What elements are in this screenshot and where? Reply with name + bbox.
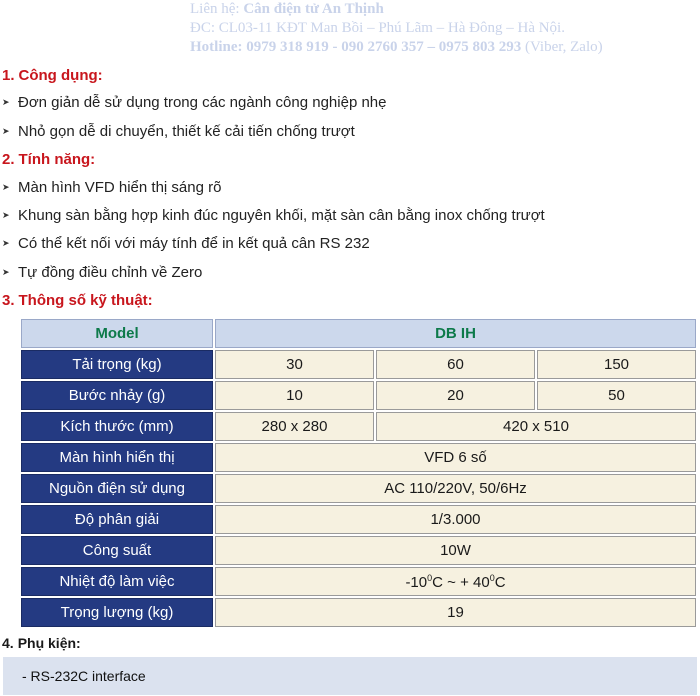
table-row (21, 319, 696, 348)
table-row (21, 412, 696, 441)
section-specs-title: 3. Thông số kỹ thuật: (2, 292, 153, 309)
capacity-label: Tải trọng (kg) (21, 350, 213, 379)
list-item: ➤ Khung sàn bằng hợp kinh đúc nguyên khối, mặt sàn cân bằng inox chống trượt (2, 207, 545, 224)
division-value: 20 (376, 381, 535, 410)
weight-value: 19 (215, 598, 696, 627)
division-value: 50 (537, 381, 696, 410)
power-value: AC 110/220V, 50/6Hz (215, 474, 696, 503)
temp-value: $-10^0C$ ~ + $40^0C$ (215, 567, 696, 596)
contact-line: Liên hệ: Cân điện tử An Thịnh (190, 1, 384, 17)
table-row (21, 567, 696, 596)
hotline-line: Hotline: 0979 318 919 - 090 2760 357 – 0975 803 293 (Viber, Zalo) (190, 39, 603, 55)
list-item: ➤ Nhỏ gọn dễ di chuyển, thiết kế cải tiến chống trượt (2, 123, 355, 140)
resolution-label: Độ phân giải (21, 505, 213, 534)
table-row (21, 505, 696, 534)
size-value: 280 x 280 (215, 412, 374, 441)
capacity-value: 60 (376, 350, 535, 379)
capacity-value: 30 (215, 350, 374, 379)
accessory-item: - RS-232C interface (22, 668, 146, 684)
chevron-right-icon: ➤ (2, 182, 10, 192)
display-value: VFD 6 số (215, 443, 696, 472)
wattage-value: 10W (215, 536, 696, 565)
table-row (21, 350, 696, 379)
section-features-title: 2. Tính năng: (2, 151, 96, 168)
model-label: Model (21, 319, 213, 348)
spec-table (19, 317, 698, 629)
address-line: ĐC: CL03-11 KĐT Man Bồi – Phú Lãm – Hà Đông – Hà Nội. (190, 20, 565, 36)
wattage-label: Công suất (21, 536, 213, 565)
list-item: ➤ Màn hình VFD hiển thị sáng rõ (2, 179, 222, 196)
chevron-right-icon: ➤ (2, 210, 10, 220)
display-label: Màn hình hiển thị (21, 443, 213, 472)
table-row (21, 536, 696, 565)
hotline-numbers: 0979 318 919 - 090 2760 357 – 0975 803 293 (246, 39, 522, 55)
table-row (21, 474, 696, 503)
chevron-right-icon: ➤ (2, 97, 10, 107)
model-value: DB IH (215, 319, 696, 348)
chevron-right-icon: ➤ (2, 267, 10, 277)
chevron-right-icon: ➤ (2, 126, 10, 136)
size-value: 420 x 510 (376, 412, 696, 441)
temp-label: Nhiệt độ làm việc (21, 567, 213, 596)
list-item: ➤ Có thể kết nối với máy tính để in kết quả cân RS 232 (2, 235, 370, 252)
division-label: Bước nhảy (g) (21, 381, 213, 410)
company-name: Cân điện tử An Thịnh (243, 1, 384, 17)
table-row (21, 443, 696, 472)
table-row (21, 598, 696, 627)
weight-label: Trọng lượng (kg) (21, 598, 213, 627)
power-label: Nguồn điện sử dụng (21, 474, 213, 503)
division-value: 10 (215, 381, 374, 410)
contact-header (190, 0, 695, 57)
list-item: ➤ Đơn giản dễ sử dụng trong các ngành công nghiệp nhẹ (2, 94, 387, 111)
section-accessories-title: 4. Phụ kiện: (2, 635, 81, 651)
size-label: Kích thước (mm) (21, 412, 213, 441)
table-row (21, 381, 696, 410)
section-usage-title: 1. Công dụng: (2, 67, 103, 84)
list-item: ➤ Tự đồng điều chỉnh về Zero (2, 264, 203, 281)
capacity-value: 150 (537, 350, 696, 379)
chevron-right-icon: ➤ (2, 238, 10, 248)
resolution-value: 1/3.000 (215, 505, 696, 534)
